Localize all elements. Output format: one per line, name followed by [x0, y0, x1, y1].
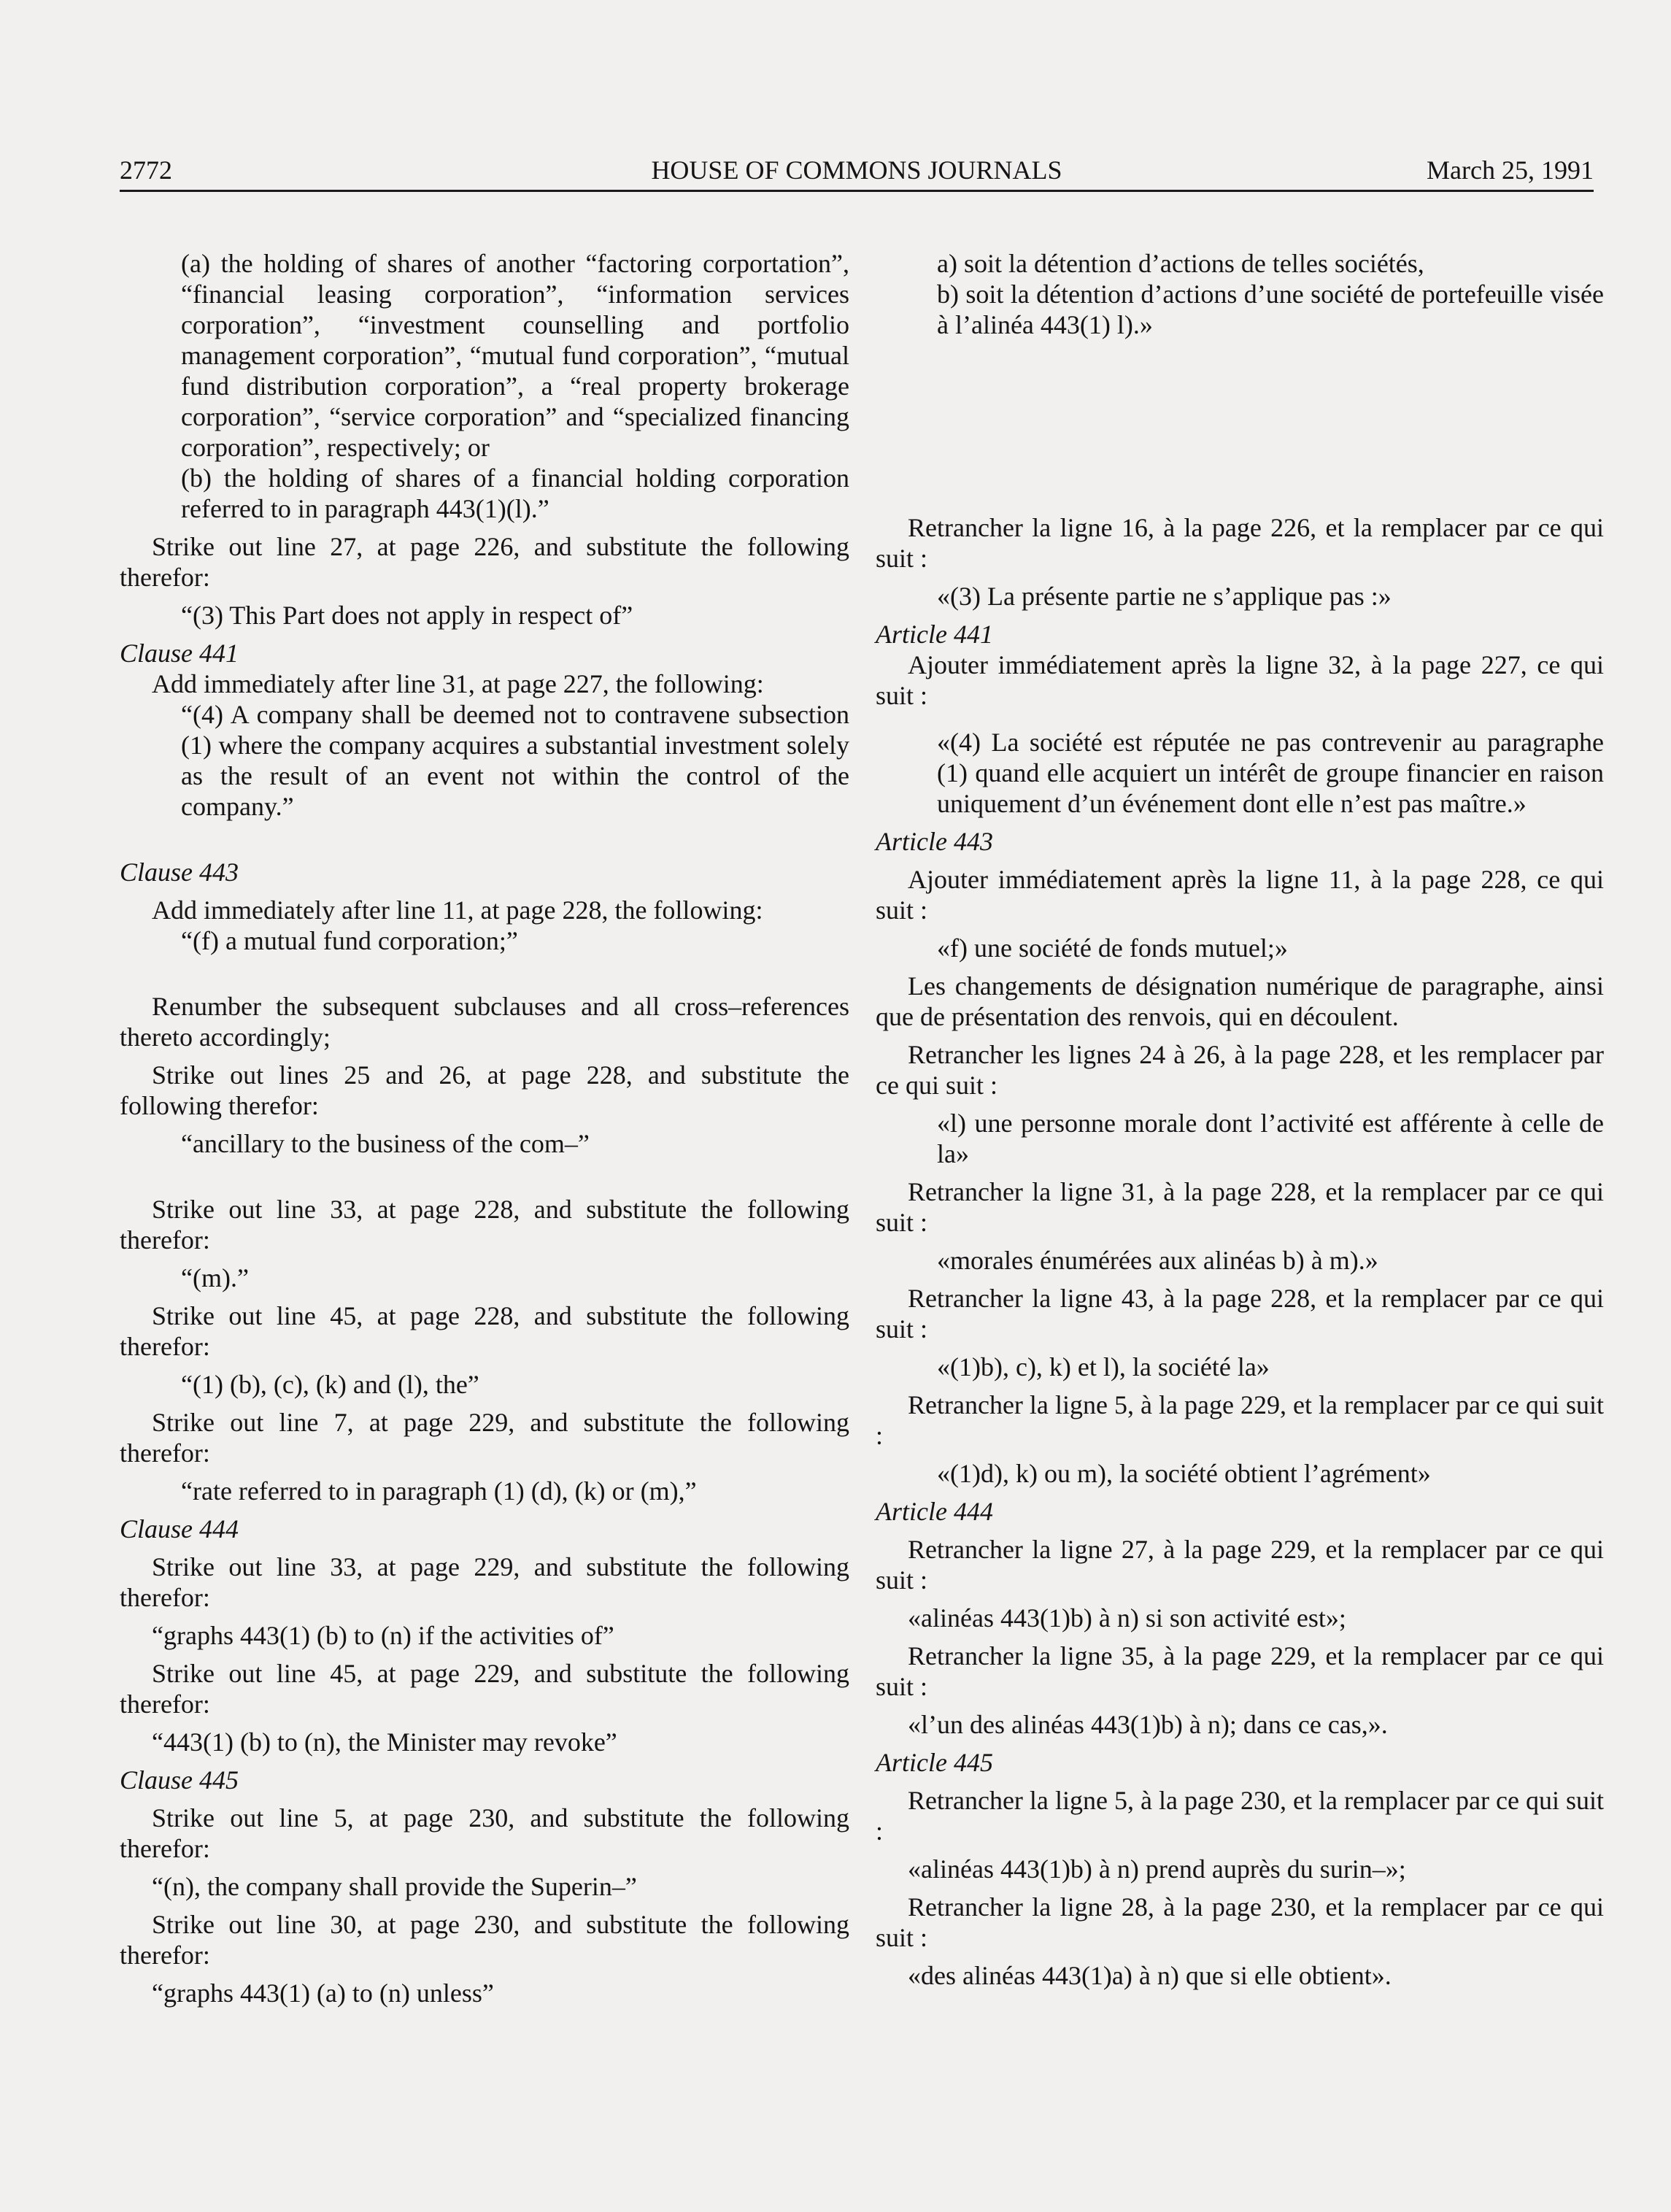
en-quoted-text: “graphs 443(1) (a) to (n) unless”: [152, 1978, 494, 2008]
en-instruction: Strike out line 33, at page 228, and substitute the following therefor:: [120, 1195, 849, 1255]
en-instruction: Renumber the subsequent subclauses and all cross–references thereto accordingly;: [120, 992, 849, 1052]
en-quoted-text: “(3) This Part does not apply in respect of”: [181, 601, 633, 630]
en-quoted-text: “graphs 443(1) (b) to (n) if the activities of”: [152, 1621, 614, 1650]
en-instruction: Strike out line 33, at page 229, and substitute the following therefor:: [120, 1552, 849, 1612]
en-quoted-text: “rate referred to in paragraph (1) (d), (k) or (m),”: [181, 1476, 697, 1506]
fr-quoted-text: «alinéas 443(1)b) à n) si son activité est»;: [908, 1603, 1346, 1633]
en-quoted-text: “443(1) (b) to (n), the Minister may revoke”: [152, 1727, 617, 1757]
en-quoted-text: “(f) a mutual fund corporation;”: [181, 926, 518, 955]
en-quoted-text: “ancillary to the business of the com–”: [181, 1129, 590, 1158]
en-clause-heading: Clause 444: [120, 1514, 239, 1544]
journal-date: March 25, 1991: [1427, 155, 1594, 185]
en-instruction: Add immediately after line 11, at page 228, the following:: [152, 895, 763, 925]
fr-instruction: Les changements de désignation numérique de paragraphe, ainsi que de présentation des renvois, qui en découlent.: [876, 971, 1604, 1031]
en-quoted-text: “(1) (b), (c), (k) and (l), the”: [181, 1370, 479, 1399]
fr-quoted-text: «(3) La présente partie ne s’applique pas :»: [937, 582, 1392, 611]
journal-title: HOUSE OF COMMONS JOURNALS: [651, 155, 1062, 185]
french-column: [876, 248, 1604, 1991]
fr-quoted-text: «des alinéas 443(1)a) à n) que si elle obtient».: [908, 1961, 1392, 1990]
fr-quoted-text: «(1)b), c), k) et l), la société la»: [937, 1352, 1270, 1381]
fr-quoted-text: «f) une société de fonds mutuel;»: [937, 933, 1288, 963]
fr-instruction: Retrancher la ligne 16, à la page 226, et la remplacer par ce qui suit :: [876, 513, 1604, 573]
fr-article-heading: Article 443: [876, 827, 993, 856]
header-rule: [120, 190, 1594, 192]
en-instruction: Strike out line 45, at page 228, and substitute the following therefor:: [120, 1301, 849, 1361]
fr-instruction: Retrancher la ligne 27, à la page 229, et la remplacer par ce qui suit :: [876, 1535, 1604, 1595]
fr-para-b: b) soit la détention d’actions d’une société de portefeuille visée à l’alinéa 443(1) l).»: [937, 280, 1604, 339]
en-instruction: Strike out line 30, at page 230, and substitute the following therefor:: [120, 1910, 849, 1970]
en-para-a: (a) the holding of shares of another “factoring corportation”, “financial leasing corporation”, “information services corporation”, “investment counselling and portfolio management corporation”, “mutual fund corporation”, “mutual fund distribution corporation”, a “real property brokerage corporation”, “service corporation” and “specialized financing corporation”, respectively; or: [181, 249, 849, 462]
fr-quoted-text: «(4) La société est réputée ne pas contrevenir au paragraphe (1) quand elle acquiert un intérêt de groupe financier en raison uniquement d’un événement dont elle n’est pas maître.»: [937, 728, 1604, 818]
en-quoted-text: “(4) A company shall be deemed not to contravene subsection (1) where the company acquires a substantial investment solely as the result of an event not within the control of the company.”: [181, 700, 849, 821]
fr-article-heading: Article 441: [876, 620, 993, 649]
en-instruction: Strike out line 5, at page 230, and substitute the following therefor:: [120, 1803, 849, 1863]
en-clause-heading: Clause 441: [120, 639, 239, 668]
en-quoted-text: “(n), the company shall provide the Superin–”: [152, 1872, 637, 1901]
fr-quoted-text: «l) une personne morale dont l’activité est afférente à celle de la»: [937, 1109, 1604, 1168]
en-instruction: Strike out lines 25 and 26, at page 228, and substitute the following therefor:: [120, 1060, 849, 1120]
fr-instruction: Retrancher la ligne 5, à la page 229, et la remplacer par ce qui suit :: [876, 1390, 1604, 1450]
fr-instruction: Retrancher la ligne 5, à la page 230, et la remplacer par ce qui suit :: [876, 1786, 1604, 1846]
fr-instruction: Retrancher la ligne 43, à la page 228, et la remplacer par ce qui suit :: [876, 1284, 1604, 1344]
english-column: [120, 248, 849, 2008]
en-instruction: Add immediately after line 31, at page 227, the following:: [152, 669, 764, 698]
fr-para-a: a) soit la détention d’actions de telles sociétés,: [937, 249, 1424, 278]
fr-instruction: Ajouter immédiatement après la ligne 11, à la page 228, ce qui suit :: [876, 865, 1604, 925]
en-quoted-text: “(m).”: [181, 1263, 249, 1292]
fr-instruction: Retrancher les lignes 24 à 26, à la page 228, et les remplacer par ce qui suit :: [876, 1040, 1604, 1100]
en-instruction: Strike out line 7, at page 229, and substitute the following therefor:: [120, 1408, 849, 1468]
fr-quoted-text: «l’un des alinéas 443(1)b) à n); dans ce cas,».: [908, 1710, 1388, 1739]
page-number: 2772: [120, 155, 172, 185]
en-instruction: Strike out line 45, at page 229, and substitute the following therefor:: [120, 1659, 849, 1719]
en-clause-heading: Clause 443: [120, 858, 239, 887]
page-header: [120, 155, 1594, 191]
en-clause-heading: Clause 445: [120, 1765, 239, 1795]
en-instruction: Strike out line 27, at page 226, and substitute the following therefor:: [120, 532, 849, 592]
fr-quoted-text: «alinéas 443(1)b) à n) prend auprès du surin–»;: [908, 1854, 1406, 1884]
en-para-b: (b) the holding of shares of a financial holding corporation referred to in paragraph 443(1)(l).”: [181, 463, 849, 523]
fr-quoted-text: «(1)d), k) ou m), la société obtient l’agrément»: [937, 1459, 1431, 1488]
fr-quoted-text: «morales énumérées aux alinéas b) à m).»: [937, 1246, 1378, 1275]
fr-article-heading: Article 445: [876, 1748, 993, 1777]
fr-article-heading: Article 444: [876, 1497, 993, 1526]
fr-instruction: Retrancher la ligne 35, à la page 229, et la remplacer par ce qui suit :: [876, 1641, 1604, 1701]
fr-instruction: Retrancher la ligne 28, à la page 230, et la remplacer par ce qui suit :: [876, 1892, 1604, 1952]
fr-instruction: Retrancher la ligne 31, à la page 228, et la remplacer par ce qui suit :: [876, 1177, 1604, 1237]
fr-instruction: Ajouter immédiatement après la ligne 32, à la page 227, ce qui suit :: [876, 650, 1604, 710]
